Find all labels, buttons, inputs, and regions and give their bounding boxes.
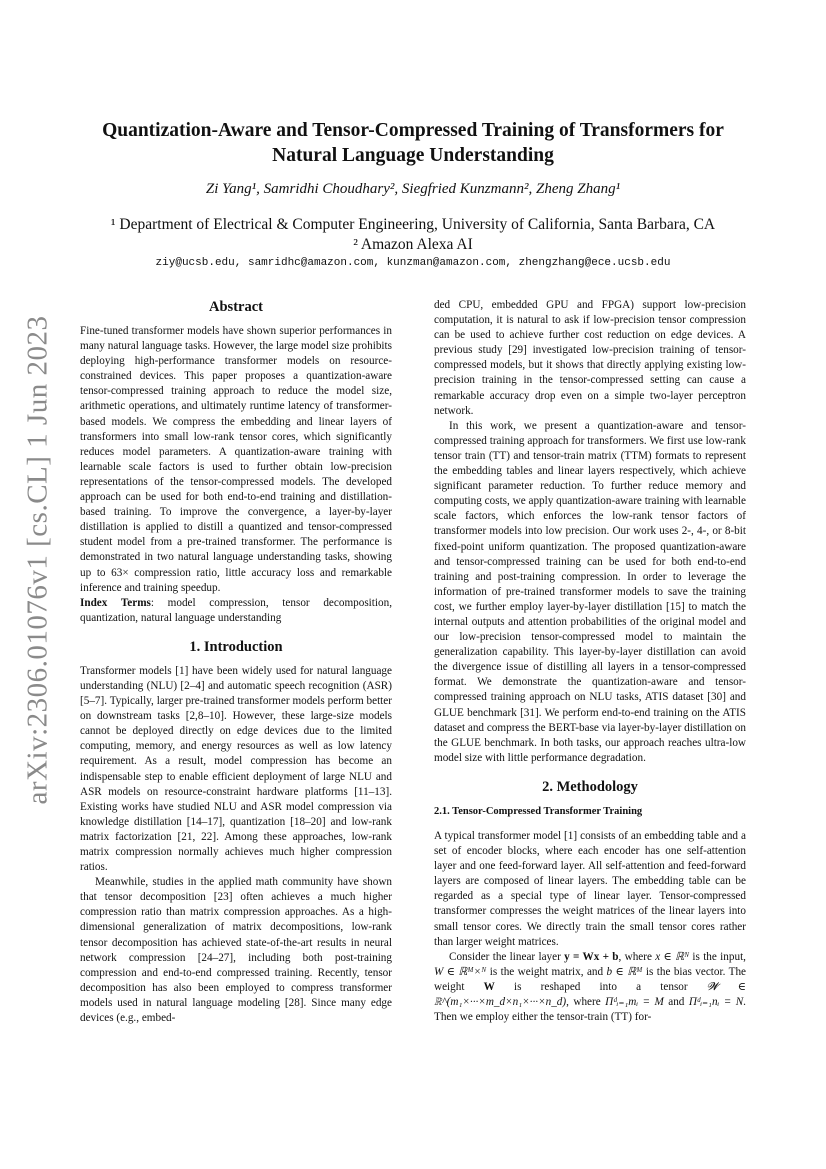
equation-weight-symbol: W xyxy=(483,980,495,993)
affiliations xyxy=(60,215,766,255)
left-column xyxy=(80,298,392,1026)
text-run: is the weight matrix, and xyxy=(486,965,607,978)
text-run: and xyxy=(663,996,689,1009)
author-list: Zi Yang¹, Samridhi Choudhary², Siegfried Kunzmann², Zheng Zhang¹ xyxy=(205,181,621,197)
intro-paragraph-4: In this work, we present a quantization-aware and tensor-compressed training approach for transformers. We first use low-rank tensor train (TT) and tensor-train matrix (TTM) formats to represent the embedding tables and linear layers respectively, which achieve significant parameter reduction. To further reduce memory and computing costs, we apply quantization-aware training with learnable scale factors, which enforces the low-rank tensor factors of transformer models into low precision. Our work uses 2-, 4-, or 8-bit fixed-point uniform quantization. The proposed quantization-aware and tensor-compressed training can be used for both end-to-end training and post-training compression. In order to leverage the information of pre-trained transformer models to save the training cost, we further employ layer-by-layer distillation [15] to match the internal outputs and attention probabilities of the original model and our low-precision tensor-compressed model to maintain the generalization capability. This layer-by-layer distillation can avoid the divergence issue of distilling all layers in a tensor-compressed format. We demonstrate the quantization-aware and tensor-compressed training approach on NLU tasks, ATIS dataset [30] and GLUE benchmark [31]. We perform end-to-end training on the ATIS dataset and compress the BERT-base via layer-by-layer distillation on the GLUE benchmark. In both tasks, our approach reaches ultra-low model size with little performance degradation. xyxy=(434,419,746,764)
arxiv-sidebar-stamp xyxy=(10,315,66,805)
equation-linear-layer: y = Wx + b xyxy=(564,950,619,963)
intro-paragraph-3: ded CPU, embedded GPU and FPGA) support low-precision computation, it is natural to ask if low-precision tensor compression can be used to achieve further cost reduction on edge devices. A previous study [29] investigated low-precision training of tensor-compressed models, but it shows that directly applying existing low-precision training in the tensor-compressed setting can cause a remarkable accuracy drop even on a simple two-layer perceptron network. xyxy=(434,299,746,417)
title-line-2: Natural Language Understanding xyxy=(272,145,554,166)
abstract-text: Fine-tuned transformer models have shown superior performances in many natural language tasks. However, the large model size prohibits deploying high-performance transformer models on resource-constrained devices. This paper proposes a quantization-aware tensor-compressed training approach to reduce the model size, arithmetic operations, and ultimately runtime latency of transformer-based models. We compress the embedding and linear layers of transformers into small low-rank tensor cores, which significantly reduces model parameters. A quantization-aware training with learnable scale factors is used to further obtain low-precision representations of the tensor-compressed models. The developed approach can be used for both end-to-end training and distillation-based training. To improve the convergence, a layer-by-layer distillation is applied to distill a quantized and tensor-compressed student model from a pre-trained transformer. The performance is demonstrated in two natural language understanding tasks, showing up to 63× compression ratio, little accuracy loss and remarkable inference and training speedup. xyxy=(80,325,392,594)
index-terms xyxy=(80,596,392,626)
equation-input-space: x ∈ ℝᴺ xyxy=(655,950,690,963)
equation-tensor-shape: 𝓦 ∈ ℝ^(m₁×···×m_d×n₁×···×n_d) xyxy=(434,980,746,1009)
method-paragraph-1: A typical transformer model [1] consists of an embedding table and a set of encoder blocks, where each encoder has one self-attention layer and one feed-forward layer. All self-attention and feed-forward layers are composed of linear layers. The embedding table can be regarded as a special type of linear layer. Tensor-compressed transformer compresses the weight matrices of the linear layers into small tensor cores. We directly train the small tensor cores rather than larger weight matrices. xyxy=(434,830,746,948)
affiliation-1: ¹ Department of Electrical & Computer Engineering, University of California, Santa Barbara, CA xyxy=(110,216,716,233)
text-run: , where xyxy=(566,996,606,1009)
text-run: , where xyxy=(618,950,656,963)
equation-bias-space: b ∈ ℝᴹ xyxy=(606,965,643,978)
text-run: Consider the linear layer xyxy=(449,950,565,963)
title-line-1: Quantization-Aware and Tensor-Compressed Training of Transformers for xyxy=(102,120,724,141)
equation-weight-space: W ∈ ℝᴹ×ᴺ xyxy=(434,965,487,978)
equation-product-m: Πᵈᵢ₌₁mᵢ = M xyxy=(605,996,664,1009)
index-terms-label: Index Terms xyxy=(80,596,151,609)
arxiv-identifier: arXiv:2306.01076v1 [cs.CL] 1 Jun 2023 xyxy=(21,315,54,805)
author-emails: ziy@ucsb.edu, samridhc@amazon.com, kunzman@amazon.com, zhengzhang@ece.ucsb.edu xyxy=(155,257,671,269)
section-gap xyxy=(80,626,392,638)
introduction-heading: 1. Introduction xyxy=(189,638,283,655)
equation-product-n: Πᵈᵢ₌₁nᵢ = N xyxy=(688,996,744,1009)
paper-title xyxy=(60,118,766,168)
text-run: is the input, xyxy=(689,950,746,963)
section-gap xyxy=(434,766,746,778)
methodology-heading: 2. Methodology xyxy=(542,778,638,795)
text-run: is the bias vector. The weight xyxy=(434,965,746,993)
right-column xyxy=(434,298,746,1025)
intro-paragraph-1: Transformer models [1] have been widely used for natural language understanding (NLU) [2–4] and automatic speech recognition (ASR) [5–7]. Typically, larger pre-trained transformer models perform better on downstream tasks [2,8–10]. However, these large-size models cannot be deployed directly on edge devices due to the limited computing, memory, and energy resources as well as low latency requirement. As a result, model compression has become an indispensable step to enable efficient deployment of large NLU and ASR models on resource-constraint hardware platforms [11–13]. Existing works have studied NLU and ASR model compression via knowledge distillation [14–17], quantization [18–20] and low-rank matrix factorization [21, 22]. Among these approaches, low-rank matrix compression normally achieves much higher compression ratios. xyxy=(80,664,392,874)
affiliation-2: ² Amazon Alexa AI xyxy=(353,236,473,253)
intro-paragraph-2: Meanwhile, studies in the applied math community have shown that tensor decomposition [23] often achieves a much higher compression ratio than matrix compression approaches. As a high-dimensional generalization of matrix decompositions, low-rank tensor decomposition has achieved state-of-the-art results in neural network compression [24–27], including both post-training compression and end-to-end compressed training. Recently, tensor decomposition has also been employed to compress transformer models used in natural language modeling [28]. Since many edge devices (e.g., embed- xyxy=(80,876,392,1025)
index-terms-text: : model compression, tensor decomposition, quantization, natural language understanding xyxy=(80,596,392,624)
abstract-heading: Abstract xyxy=(209,299,263,315)
text-run: . Then we employ either the tensor-train (TT) for- xyxy=(434,996,746,1024)
text-run: is reshaped into a tensor xyxy=(494,980,707,993)
method-paragraph-2 xyxy=(434,950,746,1025)
subsection-heading: 2.1. Tensor-Compressed Transformer Training xyxy=(434,805,643,817)
